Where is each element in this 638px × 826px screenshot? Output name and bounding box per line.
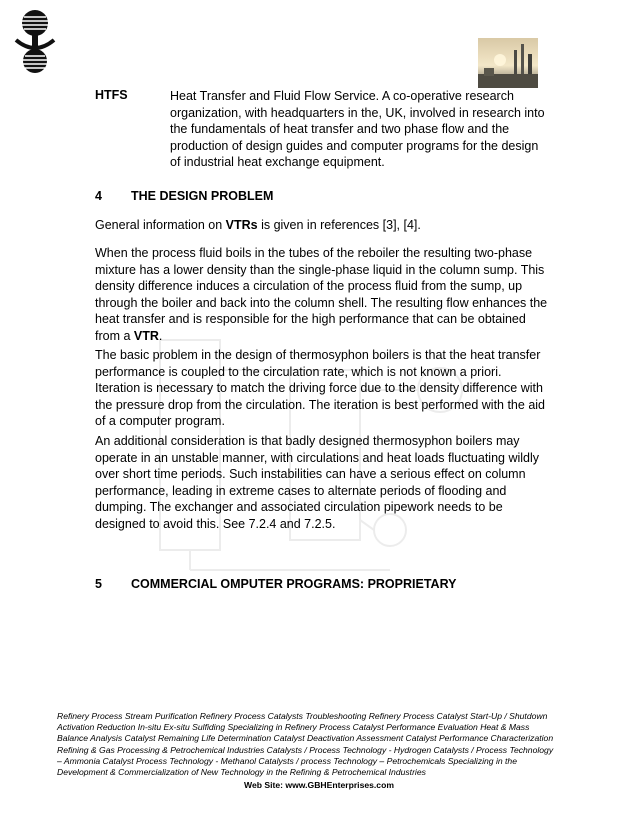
paragraph-general-info: General information on VTRs is given in references [3], [4]. — [95, 218, 421, 232]
section-4-number: 4 — [95, 189, 102, 203]
paragraph-process-fluid: When the process fluid boils in the tubes of the reboiler the resulting two-phase mixture has a lower density than the single-phase liquid in the column sump. This density difference induces a circulation of the process fluid from the sump, up through the boiler and back into the column shell. The resulting flow enhances the heat transfer and is responsible for the high performance that can be obtained from a VTR. — [95, 246, 548, 343]
glossary-definition: Heat Transfer and Fluid Flow Service. A co-operative research organization, with headquarters in the, UK, involved in research into the fundamentals of heat transfer and two phase flow and the production of design guides and computer programs for the design of industrial heat exchange equipment. — [170, 89, 545, 169]
footer-services-text: Refinery Process Stream Purification Refinery Process Catalysts Troubleshooting Refinery Process Catalyst Start-Up / Shutdown Activation Reduction In-situ Ex-situ Sulfiding Specializing in Refinery Process Catalyst Performance Evaluation Heat & Mass Balance Analysis Catalyst Remaining Life Determination Catalyst Deactivation Assessment Catalyst Performance Characterization Refining & Gas Processing & Petrochemical Industries Catalysts / Process Technology - Hydrogen Catalysts / Process Technology – Ammonia Catalyst Process Technology - Methanol Catalysts / process Technology – Petrochemicals Specializing in the Development & Commercialization of New Technology in the Refining & Petrochemical Industries — [57, 711, 554, 778]
section-4-title: THE DESIGN PROBLEM — [131, 189, 274, 203]
footer-website: Web Site: www.GBHEnterprises.com — [244, 780, 394, 790]
paragraph-basic-problem: The basic problem in the design of thermosyphon boilers is that the heat transfer performance is coupled to the circulation rate, which is not known a priori. Iteration is necessary to match the driving force due to the density difference with the pressure drop from the circulation. The iteration is best performed with the aid of a computer program. — [95, 348, 545, 428]
section-5-title: COMMERCIAL OMPUTER PROGRAMS: PROPRIETARY — [131, 577, 457, 591]
refinery-photo — [478, 38, 538, 88]
glossary-term: HTFS — [95, 88, 128, 102]
section-5-number: 5 — [95, 577, 102, 591]
company-logo — [12, 8, 58, 76]
paragraph-additional-consideration: An additional consideration is that badly designed thermosyphon boilers may operate in an unstable manner, with circulations and heat loads fluctuating wildly over short time periods. Such instabilities can have a serious effect on column performance, leading in extreme cases to alternate periods of flooding and dumping. The exchanger and associated circulation pipework needs to be designed to avoid this. See 7.2.4 and 7.2.5. — [95, 434, 540, 531]
